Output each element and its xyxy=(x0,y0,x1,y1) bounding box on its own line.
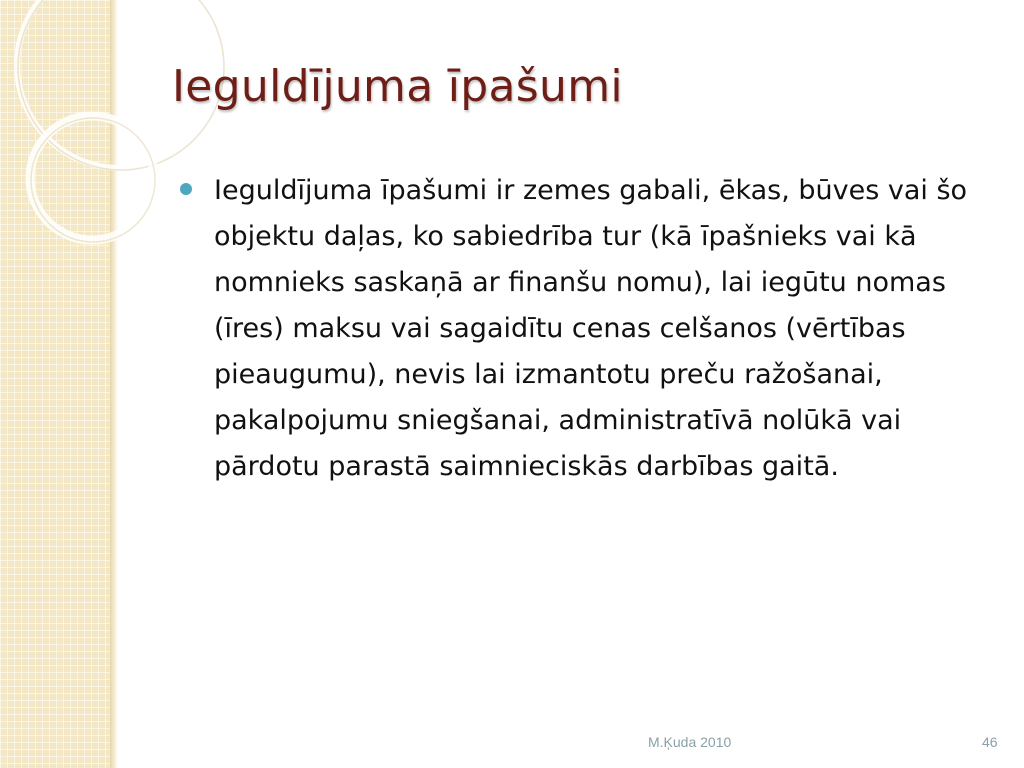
bullet-dot-icon xyxy=(180,183,192,195)
bullet-list xyxy=(176,168,996,490)
decorative-ring-small-shadow xyxy=(31,118,155,242)
footer-author: M.Ķuda 2010 xyxy=(648,734,732,750)
bullet-item xyxy=(176,168,996,490)
bullet-text: Ieguldījuma īpašumi ir zemes gabali, ēkas, būves vai šo objektu daļas, ko sabiedrība tur (kā īpašnieks vai kā nomnieks saskaņā ar finanšu nomu), lai iegūtu nomas (īres) maksu vai sagaidītu cenas celšanos (vērtības pieaugumu), nevis lai izmantotu preču ražošanai, pakalpojumu sniegšanai, administratīvā nolūkā vai pārdotu parastā saimnieciskās darbības gaitā. xyxy=(214,175,968,482)
slide-title: Ieguldījuma īpašumi xyxy=(172,61,623,112)
page-number: 46 xyxy=(982,734,998,750)
